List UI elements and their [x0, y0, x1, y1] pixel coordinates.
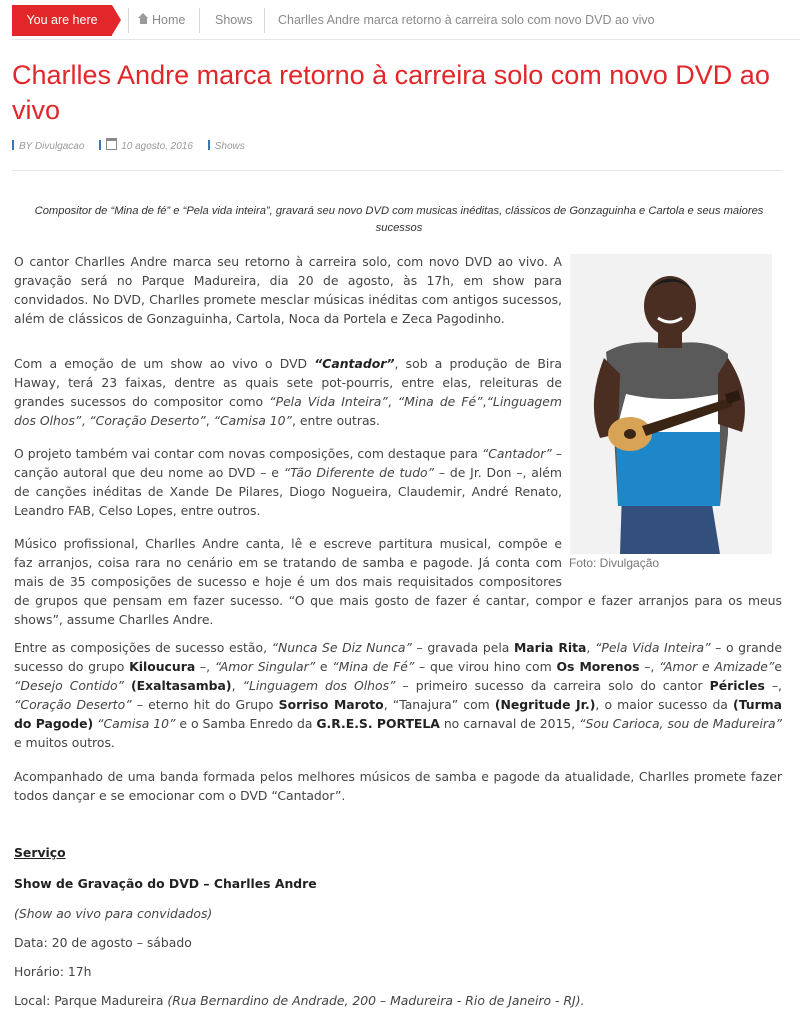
- service-local-label: Local: Parque Madureira: [14, 993, 168, 1008]
- you-are-here-label: You are here: [12, 5, 112, 36]
- article-meta: [12, 138, 257, 152]
- category-link[interactable]: [208, 141, 245, 152]
- date-label: 10 agosto, 2016: [121, 141, 193, 152]
- breadcrumb-divider: [264, 8, 265, 33]
- breadcrumb-category-link[interactable]: Shows: [215, 13, 253, 27]
- date-item: [99, 141, 193, 152]
- category-label: Shows: [214, 141, 245, 152]
- photo-illustration: [570, 254, 772, 554]
- artist-photo: [570, 254, 772, 554]
- service-date: Data: 20 de agosto – sábado: [14, 935, 192, 950]
- paragraph-6: Acompanhado de uma banda formada pelos melhores músicos de samba e pagode da atualidade, Charlles promete fazer todos dançar e se emocionar com o DVD “Cantador”.: [14, 769, 782, 803]
- author-label: BY Divulgacao: [19, 141, 85, 152]
- service-show-title: Show de Gravação do DVD – Charlles Andre: [14, 876, 317, 891]
- service-address: (Rua Bernardino de Andrade, 200 – Madureira - Rio de Janeiro - RJ).: [167, 993, 585, 1008]
- paragraph-4-line: mais de 35 composições de sucesso e hoje é um dos mais requisitados compositores: [14, 574, 562, 589]
- home-icon: [138, 15, 149, 25]
- breadcrumb-home-label: Home: [152, 13, 186, 27]
- paragraph-3: O projeto também vai contar com novas composições, com destaque para “Cantador” – canção autoral que deu nome ao DVD – e “Tão Diferente de tudo” – de Jr. Don –, além de canções inéditas de Xande De Pilares, Diogo Nogueira, Claudemir, André Renato, Leandro FAB, Celso Lopes, entre outros.: [14, 446, 562, 518]
- meta-bar-icon: [99, 140, 101, 150]
- paragraph-4-line: Músico profissional, Charlles Andre canta, lê e escreve partitura musical, compõe e: [14, 536, 562, 551]
- meta-bar-icon: [12, 140, 14, 150]
- divider: [12, 170, 782, 171]
- paragraph-4-line: faz arranjos, coisa rara no cenário em se tratando de samba e pagode. Já conta com: [14, 555, 562, 570]
- paragraph-5: Entre as composições de sucesso estão, “Nunca Se Diz Nunca” – gravada pela Maria Rita, “Pela Vida Inteira” – o grande sucesso do grupo Kiloucura –, “Amor Singular” e “Mina de Fé” – que virou hino com Os Morenos –, “Amor e Amizade”e “Desejo Contido” (Exaltasamba), “Linguagem dos Olhos” – primeiro sucesso da carreira solo do cantor Péricles –, “Coração Deserto” – eterno hit do Grupo Sorriso Maroto, “Tanajura” com (Negritude Jr.), o maior sucesso da (Turma do Pagode) “Camisa 10” e o Samba Enredo da G.R.E.S. PORTELA no carnaval de 2015, “Sou Carioca, sou de Madureira” e muitos outros.: [14, 640, 783, 750]
- service-local: [14, 993, 585, 1008]
- paragraph-2: Com a emoção de um show ao vivo o DVD “Cantador”, sob a produção de Bira Haway, terá 23 faixas, dentre as quais sete pot-pourris, entre elas, releituras de grandes sucessos do compositor como “Pela Vida Inteira”, “Mina de Fé”,“Linguagem dos Olhos”, “Coração Deserto”, “Camisa 10”, entre outras.: [14, 356, 563, 428]
- meta-bar-icon: [208, 140, 210, 150]
- author-link[interactable]: [12, 141, 84, 152]
- calendar-icon: [106, 138, 117, 150]
- breadcrumb-divider: [128, 8, 129, 33]
- breadcrumb: [12, 5, 800, 40]
- paragraph-4-rest: de grupos que pensam em fazer sucesso. “O que mais gosto de fazer é cantar, compor e fazer arranjos para os meus shows”, assume Charlles Andre.: [14, 593, 782, 627]
- service-note: (Show ao vivo para convidados): [14, 906, 213, 921]
- photo-caption: Foto: Divulgação: [569, 556, 660, 570]
- service-time: Horário: 17h: [14, 964, 92, 979]
- service-heading: Serviço: [14, 845, 66, 860]
- article-subtitle: Compositor de “Mina de fé” e “Pela vida inteira”, gravará seu novo DVD com musicas inéditas, clássicos de Gonzaguinha e Cartola e seus maiores sucessos: [34, 205, 764, 234]
- article-title: Charlles Andre marca retorno à carreira solo com novo DVD ao vivo: [12, 60, 770, 125]
- paragraph-1: O cantor Charlles Andre marca seu retorno à carreira solo, com novo DVD ao vivo. A gravação será no Parque Madureira, dia 20 de agosto, às 17h, em show para convidados. No DVD, Charlles promete mesclar músicas inéditas com antigos sucessos, além de clássicos de Gonzaguinha, Cartola, Noca da Portela e Zeca Pagodinho.: [14, 254, 562, 326]
- breadcrumb-divider: [199, 8, 200, 33]
- breadcrumb-current: Charlles Andre marca retorno à carreira solo com novo DVD ao vivo: [278, 13, 655, 27]
- breadcrumb-home-link[interactable]: [138, 5, 185, 36]
